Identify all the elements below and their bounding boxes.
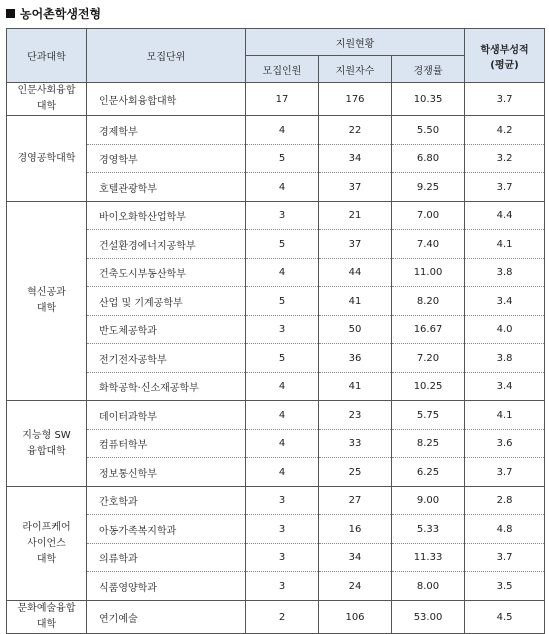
college-cell [7, 401, 87, 487]
applicants-cell: 21 [319, 202, 392, 230]
gpa-cell: 3.8 [465, 259, 545, 287]
table-row [7, 601, 545, 634]
table-row [7, 515, 545, 544]
college-cell [7, 83, 87, 116]
applicants-cell: 33 [319, 430, 392, 458]
gpa-cell: 3.4 [465, 287, 545, 316]
applicants-cell: 106 [319, 601, 392, 634]
unit-cell: 데이터과학부 [87, 401, 246, 430]
ratio-cell: 8.20 [392, 287, 465, 316]
college-name-line: 사이언스 [27, 537, 66, 549]
unit-cell: 인문사회융합대학 [87, 83, 246, 116]
applicants-cell: 41 [319, 287, 392, 316]
applicants-cell: 27 [319, 487, 392, 515]
ratio-cell: 16.67 [392, 316, 465, 344]
ratio-cell: 7.40 [392, 230, 465, 259]
quota-cell: 4 [246, 401, 319, 430]
applicants-cell: 22 [319, 116, 392, 145]
quota-cell: 3 [246, 572, 319, 601]
applicants-cell: 16 [319, 515, 392, 544]
ratio-cell: 53.00 [392, 601, 465, 634]
table-row [7, 202, 545, 230]
college-cell [7, 601, 87, 634]
header-ratio: 경쟁률 [392, 56, 465, 83]
table-body [7, 83, 545, 634]
quota-cell: 3 [246, 544, 319, 572]
applicants-cell: 36 [319, 344, 392, 373]
unit-cell: 경영학부 [87, 145, 246, 173]
college-name-line: 대학 [36, 619, 57, 630]
quota-cell: 2 [246, 601, 319, 634]
table-row [7, 572, 545, 601]
gpa-cell: 4.1 [465, 230, 545, 259]
ratio-cell: 7.20 [392, 344, 465, 373]
unit-cell: 건설환경에너지공학부 [87, 230, 246, 259]
college-name-line: 경영공학대학 [17, 152, 76, 164]
ratio-cell: 8.25 [392, 430, 465, 458]
section-title-text: 농어촌학생전형 [20, 6, 102, 21]
admission-table [6, 28, 545, 634]
header-unit: 모집단위 [87, 29, 246, 83]
applicants-cell: 25 [319, 458, 392, 487]
table-row [7, 259, 545, 287]
college-name-line: 라이프케어 [22, 521, 71, 533]
unit-cell: 바이오화학산업학부 [87, 202, 246, 230]
ratio-cell: 11.00 [392, 259, 465, 287]
ratio-cell: 6.80 [392, 145, 465, 173]
gpa-cell: 4.8 [465, 515, 545, 544]
ratio-cell: 9.00 [392, 487, 465, 515]
gpa-cell: 3.7 [465, 544, 545, 572]
table-row [7, 83, 545, 116]
college-cell [7, 116, 87, 202]
applicants-cell: 37 [319, 230, 392, 259]
table-row [7, 373, 545, 401]
table-row [7, 173, 545, 202]
ratio-cell: 7.00 [392, 202, 465, 230]
quota-cell: 4 [246, 116, 319, 145]
applicants-cell: 23 [319, 401, 392, 430]
header-quota: 모집인원 [246, 56, 319, 83]
college-name-line: 대학 [36, 553, 57, 565]
table-row [7, 487, 545, 515]
college-name-line: 대학 [36, 101, 57, 112]
unit-cell: 경제학부 [87, 116, 246, 145]
header-gpa-line1: 학생부성적 [480, 44, 529, 56]
ratio-cell: 8.00 [392, 572, 465, 601]
quota-cell: 3 [246, 316, 319, 344]
gpa-cell: 3.5 [465, 572, 545, 601]
ratio-cell: 5.33 [392, 515, 465, 544]
quota-cell: 5 [246, 145, 319, 173]
ratio-cell: 5.75 [392, 401, 465, 430]
applicants-cell: 41 [319, 373, 392, 401]
gpa-cell: 4.5 [465, 601, 545, 634]
quota-cell: 3 [246, 487, 319, 515]
ratio-cell: 9.25 [392, 173, 465, 202]
table-row [7, 145, 545, 173]
college-cell [7, 487, 87, 601]
quota-cell: 5 [246, 230, 319, 259]
gpa-cell: 4.1 [465, 401, 545, 430]
unit-cell: 식품영양학과 [87, 572, 246, 601]
quota-cell: 4 [246, 259, 319, 287]
unit-cell: 간호학과 [87, 487, 246, 515]
quota-cell: 5 [246, 287, 319, 316]
ratio-cell: 10.35 [392, 83, 465, 116]
ratio-cell: 11.33 [392, 544, 465, 572]
unit-cell: 정보통신학부 [87, 458, 246, 487]
college-name-line: 지능형 SW [22, 429, 71, 441]
gpa-cell: 3.8 [465, 344, 545, 373]
applicants-cell: 44 [319, 259, 392, 287]
quota-cell: 5 [246, 344, 319, 373]
applicants-cell: 37 [319, 173, 392, 202]
college-name-line: 융합대학 [27, 445, 66, 457]
gpa-cell: 4.2 [465, 116, 545, 145]
quota-cell: 3 [246, 202, 319, 230]
table-row [7, 401, 545, 430]
header-gpa [465, 29, 545, 83]
header-applicants: 지원자수 [319, 56, 392, 83]
header-college: 단과대학 [7, 29, 87, 83]
college-name-line: 대학 [36, 303, 57, 314]
table-row [7, 230, 545, 259]
quota-cell: 4 [246, 430, 319, 458]
gpa-cell: 3.6 [465, 430, 545, 458]
ratio-cell: 10.25 [392, 373, 465, 401]
quota-cell: 4 [246, 458, 319, 487]
unit-cell: 건축도시부동산학부 [87, 259, 246, 287]
header-gpa-line2: (평균) [490, 59, 519, 71]
unit-cell: 컴퓨터학부 [87, 430, 246, 458]
college-name-line: 인문사회융합 [17, 85, 76, 96]
college-cell [7, 202, 87, 401]
unit-cell: 반도체공학과 [87, 316, 246, 344]
applicants-cell: 24 [319, 572, 392, 601]
unit-cell: 전기전자공학부 [87, 344, 246, 373]
applicants-cell: 176 [319, 83, 392, 116]
table-row [7, 344, 545, 373]
table-row [7, 544, 545, 572]
unit-cell: 화학공학·신소재공학부 [87, 373, 246, 401]
college-name-line: 문화예술융합 [17, 603, 76, 614]
gpa-cell: 3.7 [465, 458, 545, 487]
quota-cell: 4 [246, 173, 319, 202]
gpa-cell: 3.2 [465, 145, 545, 173]
header-status-group: 지원현황 [246, 29, 465, 56]
table-row [7, 458, 545, 487]
square-bullet-icon [6, 9, 15, 18]
gpa-cell: 3.4 [465, 373, 545, 401]
quota-cell: 4 [246, 373, 319, 401]
college-name-line: 혁신공과 [27, 287, 66, 298]
gpa-cell: 4.0 [465, 316, 545, 344]
gpa-cell: 3.7 [465, 173, 545, 202]
unit-cell: 연기예술 [87, 601, 246, 634]
ratio-cell: 6.25 [392, 458, 465, 487]
table-row [7, 116, 545, 145]
gpa-cell: 3.7 [465, 83, 545, 116]
section-title [6, 4, 101, 22]
gpa-cell: 4.4 [465, 202, 545, 230]
quota-cell: 3 [246, 515, 319, 544]
quota-cell: 17 [246, 83, 319, 116]
unit-cell: 의류학과 [87, 544, 246, 572]
applicants-cell: 50 [319, 316, 392, 344]
applicants-cell: 34 [319, 145, 392, 173]
applicants-cell: 34 [319, 544, 392, 572]
unit-cell: 산업 및 기계공학부 [87, 287, 246, 316]
unit-cell: 호텔관광학부 [87, 173, 246, 202]
gpa-cell: 2.8 [465, 487, 545, 515]
table-row [7, 430, 545, 458]
ratio-cell: 5.50 [392, 116, 465, 145]
unit-cell: 아동가족복지학과 [87, 515, 246, 544]
table-row [7, 287, 545, 316]
table-row [7, 316, 545, 344]
